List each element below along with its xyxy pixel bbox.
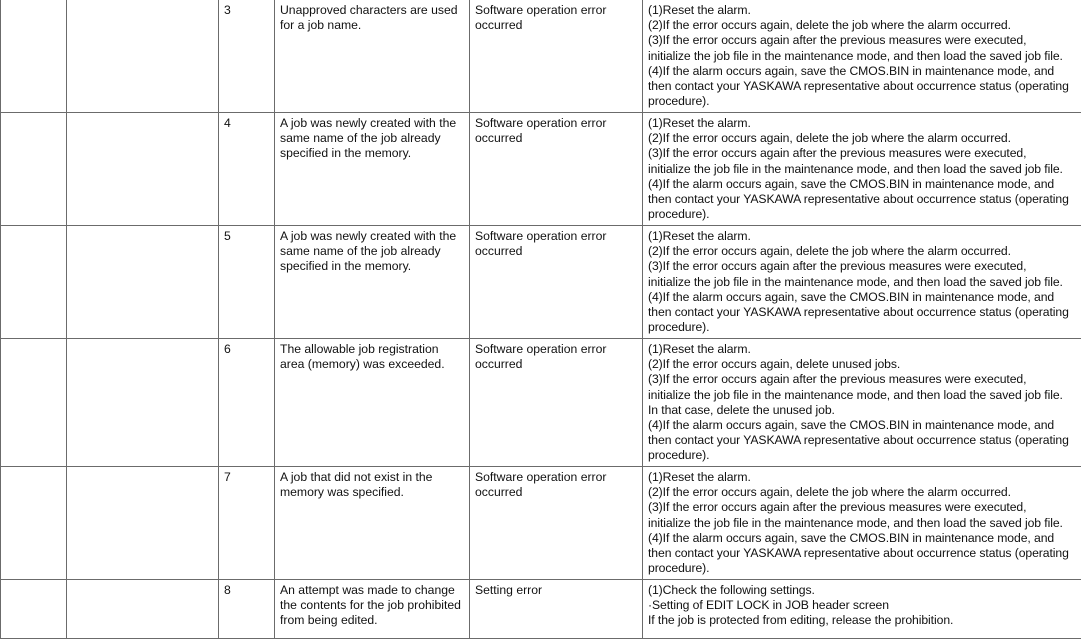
table-row <box>1 226 1081 339</box>
alarm-code-cell <box>1 0 67 113</box>
cause-cell <box>275 0 470 113</box>
remedy-cell-line: (1)Reset the alarm. <box>648 116 1077 131</box>
type-cell-line: occurred <box>475 485 638 500</box>
type-cell <box>470 467 643 580</box>
cause-cell-line: A job was newly created with the <box>280 229 465 244</box>
sub-code-cell: 7 <box>219 467 275 580</box>
sub-code-cell: 3 <box>219 0 275 113</box>
cause-cell-line: specified in the memory. <box>280 146 465 161</box>
type-cell-line: Software operation error <box>475 470 638 485</box>
cause-cell-line: area (memory) was exceeded. <box>280 357 465 372</box>
type-cell <box>470 580 643 639</box>
sub-code-cell: 8 <box>219 580 275 639</box>
remedy-cell-line: (2)If the error occurs again, delete the job where the alarm occurred. <box>648 244 1077 259</box>
cause-cell-line: the contents for the job prohibited <box>280 598 465 613</box>
remedy-cell-line: initialize the job file in the maintenance mode, and then load the saved job file. <box>648 275 1077 290</box>
cause-cell <box>275 580 470 639</box>
cause-cell <box>275 467 470 580</box>
cause-cell-line: same name of the job already <box>280 131 465 146</box>
alarm-name-cell <box>67 226 219 339</box>
cause-cell <box>275 226 470 339</box>
remedy-cell-line: (2)If the error occurs again, delete the job where the alarm occurred. <box>648 131 1077 146</box>
remedy-cell-line: (1)Reset the alarm. <box>648 470 1077 485</box>
remedy-cell-line: (2)If the error occurs again, delete unused jobs. <box>648 357 1077 372</box>
remedy-cell-line: procedure). <box>648 320 1077 335</box>
table-row <box>1 580 1081 639</box>
type-cell-line: occurred <box>475 244 638 259</box>
table-row <box>1 467 1081 580</box>
remedy-cell-line: (1)Check the following settings. <box>648 583 1077 598</box>
cause-cell-line: specified in the memory. <box>280 259 465 274</box>
cause-cell <box>275 339 470 467</box>
cause-cell-line: An attempt was made to change <box>280 583 465 598</box>
remedy-cell-line: initialize the job file in the maintenance mode, and then load the saved job file. <box>648 388 1077 403</box>
type-cell-line: occurred <box>475 131 638 146</box>
type-cell-line: Software operation error <box>475 116 638 131</box>
remedy-cell-line: (4)If the alarm occurs again, save the CMOS.BIN in maintenance mode, and <box>648 418 1077 433</box>
alarm-name-cell <box>67 339 219 467</box>
remedy-cell-line: (3)If the error occurs again after the previous measures were executed, <box>648 146 1077 161</box>
remedy-cell-line: (1)Reset the alarm. <box>648 229 1077 244</box>
remedy-cell-line: (2)If the error occurs again, delete the job where the alarm occurred. <box>648 18 1077 33</box>
type-cell <box>470 113 643 226</box>
type-cell-line: Setting error <box>475 583 638 598</box>
cause-cell-line: same name of the job already <box>280 244 465 259</box>
remedy-cell <box>643 113 1081 226</box>
sub-code-cell: 5 <box>219 226 275 339</box>
remedy-cell-line: procedure). <box>648 448 1077 463</box>
type-cell <box>470 339 643 467</box>
table-row <box>1 0 1081 113</box>
remedy-cell-line: (3)If the error occurs again after the previous measures were executed, <box>648 259 1077 274</box>
cause-cell-line: from being edited. <box>280 613 465 628</box>
alarm-code-cell <box>1 226 67 339</box>
remedy-cell-line: (3)If the error occurs again after the previous measures were executed, <box>648 500 1077 515</box>
type-cell-line: occurred <box>475 357 638 372</box>
cause-cell-line: The allowable job registration <box>280 342 465 357</box>
type-cell-line: Software operation error <box>475 229 638 244</box>
remedy-cell-line: (3)If the error occurs again after the previous measures were executed, <box>648 372 1077 387</box>
remedy-cell-line: procedure). <box>648 561 1077 576</box>
remedy-cell-line: (2)If the error occurs again, delete the job where the alarm occurred. <box>648 485 1077 500</box>
table-row <box>1 339 1081 467</box>
alarm-code-cell <box>1 339 67 467</box>
cause-cell-line: A job was newly created with the <box>280 116 465 131</box>
alarm-name-cell <box>67 113 219 226</box>
remedy-cell-line: initialize the job file in the maintenance mode, and then load the saved job file. <box>648 49 1077 64</box>
alarm-name-cell <box>67 0 219 113</box>
cause-cell-line: memory was specified. <box>280 485 465 500</box>
alarm-code-cell <box>1 580 67 639</box>
alarm-name-cell <box>67 467 219 580</box>
alarm-code-cell <box>1 467 67 580</box>
cause-cell-line: A job that did not exist in the <box>280 470 465 485</box>
remedy-cell-line: (1)Reset the alarm. <box>648 342 1077 357</box>
remedy-cell-line: then contact your YASKAWA representative about occurrence status (operating <box>648 79 1077 94</box>
remedy-cell-line: (4)If the alarm occurs again, save the CMOS.BIN in maintenance mode, and <box>648 64 1077 79</box>
remedy-cell <box>643 467 1081 580</box>
remedy-cell-line: (1)Reset the alarm. <box>648 3 1077 18</box>
type-cell-line: occurred <box>475 18 638 33</box>
remedy-cell-line: initialize the job file in the maintenance mode, and then load the saved job file. <box>648 162 1077 177</box>
alarm-code-cell <box>1 113 67 226</box>
remedy-cell-line: In that case, delete the unused job. <box>648 403 1077 418</box>
type-cell-line: Software operation error <box>475 342 638 357</box>
remedy-cell <box>643 580 1081 639</box>
sub-code-cell: 4 <box>219 113 275 226</box>
cause-cell-line: Unapproved characters are used <box>280 3 465 18</box>
remedy-cell-line: then contact your YASKAWA representative about occurrence status (operating <box>648 433 1077 448</box>
remedy-cell-line: If the job is protected from editing, release the prohibition. <box>648 613 1077 628</box>
remedy-cell <box>643 339 1081 467</box>
remedy-cell-line: then contact your YASKAWA representative about occurrence status (operating <box>648 305 1077 320</box>
remedy-cell-line: (4)If the alarm occurs again, save the CMOS.BIN in maintenance mode, and <box>648 177 1077 192</box>
remedy-cell-line: procedure). <box>648 207 1077 222</box>
remedy-cell-line: (4)If the alarm occurs again, save the CMOS.BIN in maintenance mode, and <box>648 531 1077 546</box>
sub-code-cell: 6 <box>219 339 275 467</box>
remedy-cell <box>643 226 1081 339</box>
table-row <box>1 113 1081 226</box>
remedy-cell-line: (3)If the error occurs again after the previous measures were executed, <box>648 33 1077 48</box>
alarm-name-cell <box>67 580 219 639</box>
remedy-cell-line: then contact your YASKAWA representative about occurrence status (operating <box>648 192 1077 207</box>
remedy-cell-line: ·Setting of EDIT LOCK in JOB header screen <box>648 598 1077 613</box>
remedy-cell-line: initialize the job file in the maintenance mode, and then load the saved job file. <box>648 516 1077 531</box>
alarm-table-body <box>1 0 1081 639</box>
remedy-cell-line: procedure). <box>648 94 1077 109</box>
type-cell-line: Software operation error <box>475 3 638 18</box>
type-cell <box>470 226 643 339</box>
remedy-cell-line: then contact your YASKAWA representative about occurrence status (operating <box>648 546 1077 561</box>
cause-cell-line: for a job name. <box>280 18 465 33</box>
remedy-cell <box>643 0 1081 113</box>
remedy-cell-line: (4)If the alarm occurs again, save the CMOS.BIN in maintenance mode, and <box>648 290 1077 305</box>
cause-cell <box>275 113 470 226</box>
type-cell <box>470 0 643 113</box>
